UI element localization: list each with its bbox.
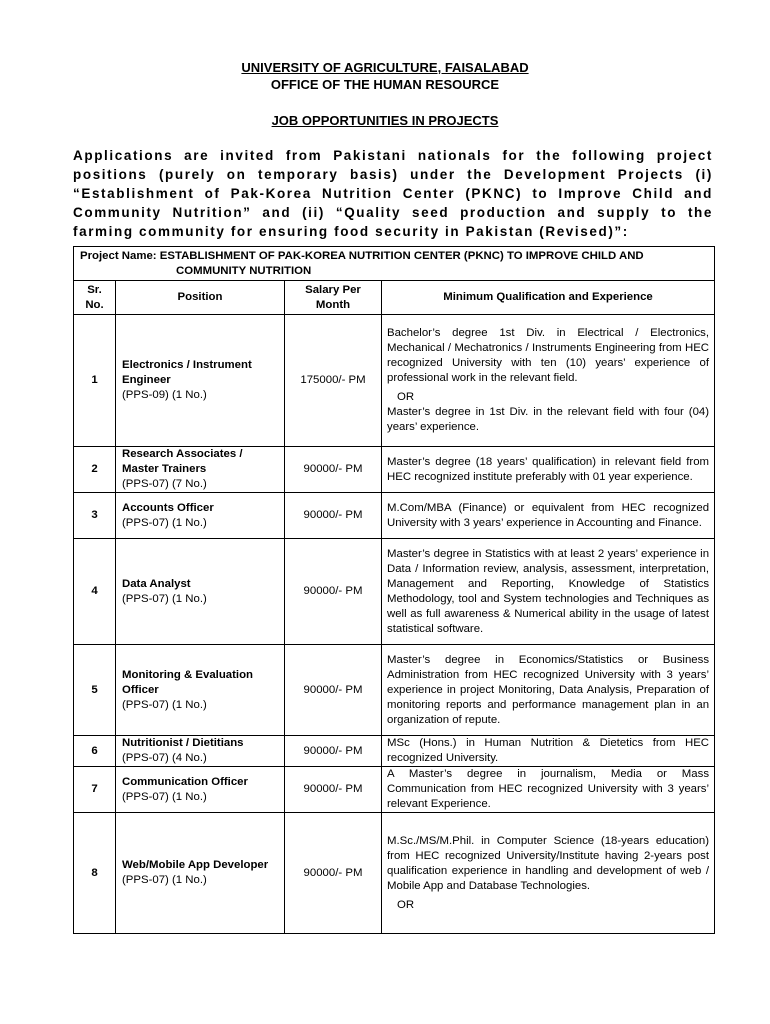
table-row xyxy=(74,813,715,934)
document-title: JOB OPPORTUNITIES IN PROJECTS xyxy=(271,113,499,128)
table-row xyxy=(74,767,715,813)
or-separator: OR xyxy=(397,391,415,403)
salary-cell: 175000/- PM xyxy=(285,315,382,447)
position-title: Communication Officer xyxy=(122,775,248,788)
table-row xyxy=(74,736,715,767)
sr-cell: 6 xyxy=(74,736,116,767)
sr-cell: 8 xyxy=(74,813,116,934)
qualification-cell xyxy=(382,813,715,934)
salary-cell: 90000/- PM xyxy=(285,736,382,767)
sr-cell: 1 xyxy=(74,315,116,447)
position-title: Accounts Officer xyxy=(122,501,214,514)
position-grade: (PPS-07) (1 No.) xyxy=(122,592,207,605)
sr-cell: 5 xyxy=(74,645,116,736)
or-separator: OR xyxy=(397,898,415,911)
header-qualification: Minimum Qualification and Experience xyxy=(382,281,715,315)
intro-paragraph: Applications are invited from Pakistani nationals for the following project positions (purely on temporary basis) under the Development Projects (i) “Establishment of Pak-Korea Nutrition Center (PKNC) to Improve Child and Community Nutrition” and (ii) “Quality seed production and supply to the farming community for ensuring food security in Pakistan (Revised)”: xyxy=(73,148,713,239)
position-title: Nutritionist / Dietitians xyxy=(122,737,244,749)
salary-cell: 90000/- PM xyxy=(285,645,382,736)
position-cell xyxy=(116,767,285,813)
position-grade: (PPS-07) (1 No.) xyxy=(122,698,207,711)
project-name-line2: COMMUNITY NUTRITION xyxy=(176,264,312,277)
qualification-alt-text: Master’s degree in 1st Div. in the relevant field with four (04) years’ experience. xyxy=(387,406,710,433)
header-salary: Salary Per Month xyxy=(285,281,382,315)
position-title: Electronics / Instrument Engineer xyxy=(122,359,252,386)
positions-table xyxy=(73,246,715,934)
salary-cell: 90000/- PM xyxy=(285,767,382,813)
position-cell xyxy=(116,493,285,539)
header-row xyxy=(74,281,715,315)
university-name: UNIVERSITY OF AGRICULTURE, FAISALABAD xyxy=(241,60,529,75)
position-grade: (PPS-07) (1 No.) xyxy=(122,874,207,886)
position-cell xyxy=(116,645,285,736)
table-row xyxy=(74,315,715,447)
qualification-cell: Master’s degree in Statistics with at least 2 years’ experience in Data / Information review, analysis, assessment, interpretation, Management and Reporting, Knowledge of Statistics Methodology, tool and System technologies and Techniques as well as full awareness & Numerical ability in the usage of latest statistical software. xyxy=(382,539,715,645)
salary-cell: 90000/- PM xyxy=(285,813,382,934)
header-sr: Sr. No. xyxy=(74,281,116,315)
project-name-line1: Project Name: ESTABLISHMENT OF PAK-KOREA NUTRITION CENTER (PKNC) TO IMPROVE CHILD AND xyxy=(80,249,644,262)
position-cell xyxy=(116,447,285,493)
office-name: OFFICE OF THE HUMAN RESOURCE xyxy=(270,77,500,92)
project-name-cell xyxy=(74,247,715,281)
sr-cell: 3 xyxy=(74,493,116,539)
qualification-cell: Master’s degree (18 years’ qualification) in relevant field from HEC recognized institute preferably with 01 year experience. xyxy=(382,447,715,493)
table-row xyxy=(74,493,715,539)
position-cell xyxy=(116,539,285,645)
qualification-cell: MSc (Hons.) in Human Nutrition & Dietetics from HEC recognized University. xyxy=(382,736,715,767)
qualification-text: Bachelor’s degree 1st Div. in Electrical / Electronics, Mechanical / Mechatronics / Instruments Engineering from HEC recognized University with ten (10) years’ experience of professional work in the relevant field. xyxy=(387,327,710,384)
qualification-cell: A Master’s degree in journalism, Media or Mass Communication from HEC recognized University with 3 years’ relevant Experience. xyxy=(382,767,715,813)
position-grade: (PPS-07) (7 No.) xyxy=(122,478,207,490)
table-row xyxy=(74,539,715,645)
salary-cell: 90000/- PM xyxy=(285,539,382,645)
sr-cell: 2 xyxy=(74,447,116,493)
salary-cell: 90000/- PM xyxy=(285,447,382,493)
table-row xyxy=(74,645,715,736)
position-title: Research Associates / Master Trainers xyxy=(122,448,243,475)
project-name-row xyxy=(74,247,715,281)
position-grade: (PPS-09) (1 No.) xyxy=(122,389,207,401)
position-cell xyxy=(116,813,285,934)
table-row xyxy=(74,447,715,493)
position-grade: (PPS-07) (1 No.) xyxy=(122,516,207,529)
salary-cell: 90000/- PM xyxy=(285,493,382,539)
sr-cell: 7 xyxy=(74,767,116,813)
qualification-cell: M.Com/MBA (Finance) or equivalent from HEC recognized University with 3 years’ experience in Accounting and Finance. xyxy=(382,493,715,539)
qualification-cell: Master’s degree in Economics/Statistics or Business Administration from HEC recognized University with 3 years’ experience in project Monitoring, Data Analysis, Preparation of monitoring reports and performance management plan in an organization of repute. xyxy=(382,645,715,736)
sr-cell: 4 xyxy=(74,539,116,645)
position-cell xyxy=(116,736,285,767)
position-title: Data Analyst xyxy=(122,577,191,590)
position-title: Monitoring & Evaluation Officer xyxy=(122,668,253,696)
position-grade: (PPS-07) (1 No.) xyxy=(122,790,207,803)
document-header xyxy=(0,59,770,129)
header-position: Position xyxy=(116,281,285,315)
position-title: Web/Mobile App Developer xyxy=(122,859,269,871)
position-grade: (PPS-07) (4 No.) xyxy=(122,752,207,764)
position-cell xyxy=(116,315,285,447)
qualification-text: M.Sc./MS/M.Phil. in Computer Science (18-years education) from HEC recognized University/Institute having 2-years post qualification experience in handling and development of web / Mobile App and Database Technologies. xyxy=(387,834,710,892)
qualification-cell xyxy=(382,315,715,447)
